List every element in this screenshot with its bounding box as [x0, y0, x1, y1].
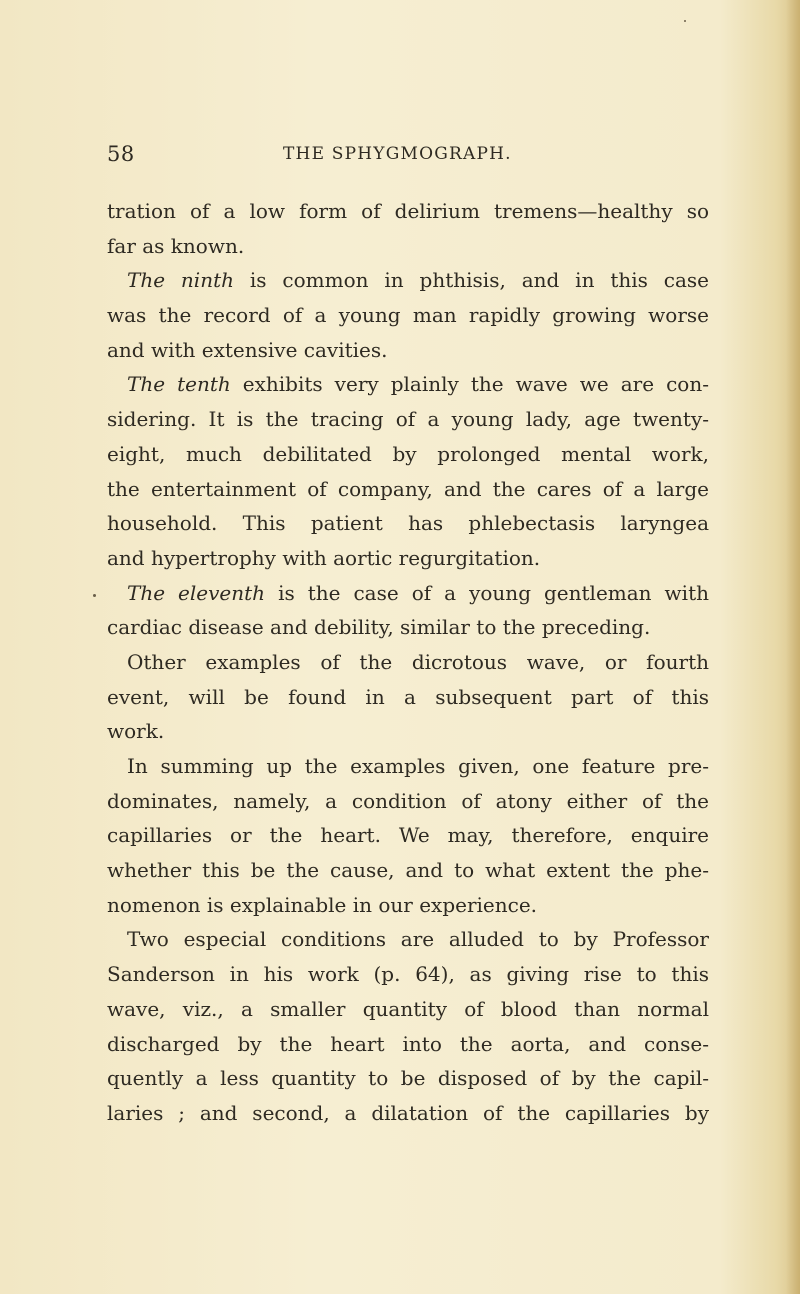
line-text: eight, much debilitated by prolonged mental work, [107, 441, 709, 466]
line-text: work. [107, 719, 165, 744]
line-text: is the case of a young gentleman with [265, 580, 709, 605]
page-header [107, 142, 707, 172]
line-text: is common in phthisis, and in this case [234, 268, 709, 293]
line-text: dominates, namely, a condition of atony either of the [107, 788, 709, 813]
line-text: wave, viz., a smaller quantity of blood than normal [107, 996, 709, 1021]
line-text: tration of a low form of delirium tremens—healthy so [107, 199, 709, 223]
line-text: and with extensive cavities. [107, 337, 388, 362]
text-line [107, 714, 709, 749]
ink-speck [93, 594, 96, 597]
paragraph [107, 263, 709, 367]
line-text: event, will be found in a subsequent part of this [107, 684, 709, 709]
text-line [107, 922, 709, 957]
text-line [107, 402, 709, 437]
text-line [107, 506, 709, 541]
text-line [107, 853, 709, 888]
paragraph [107, 194, 709, 263]
text-line [107, 367, 709, 402]
page-edge-shadow [786, 0, 800, 1294]
text-line [107, 818, 709, 853]
line-text: laries ; and second, a dilatation of the capillaries by [107, 1100, 709, 1125]
text-line [107, 194, 709, 229]
text-line [107, 472, 709, 507]
line-text: the entertainment of company, and the cares of a large [107, 476, 709, 501]
line-text: In summing up the examples given, one feature pre- [127, 754, 709, 778]
line-text: exhibits very plainly the wave we are con- [230, 372, 709, 397]
line-text: and hypertrophy with aortic regurgitation. [107, 545, 541, 570]
text-line [107, 1096, 709, 1131]
body-text [107, 194, 709, 1131]
text-line [107, 992, 709, 1027]
paragraph [107, 922, 709, 1130]
text-line [107, 888, 709, 923]
text-line [107, 957, 709, 992]
text-line [107, 333, 709, 368]
line-text: nomenon is explainable in our experience. [107, 892, 538, 917]
paragraph [107, 576, 709, 645]
line-text: household. This patient has phlebectasis laryngea [107, 511, 709, 536]
line-text: Sanderson in his work (p. 64), as giving rise to this [107, 962, 709, 987]
line-text: discharged by the heart into the aorta, and conse- [107, 1031, 709, 1056]
text-line [107, 1061, 709, 1096]
page-number: 58 [107, 142, 135, 166]
line-text: far as known. [107, 233, 245, 258]
text-line [107, 645, 709, 680]
text-line [107, 610, 709, 645]
text-line [107, 298, 709, 333]
paragraph [107, 749, 709, 922]
ink-speck [684, 20, 686, 22]
text-line [107, 576, 709, 611]
paragraph [107, 367, 709, 575]
text-line [107, 263, 709, 298]
line-text: was the record of a young man rapidly growing worse [107, 303, 709, 328]
italic-lead: The tenth [127, 372, 231, 397]
text-line [107, 229, 709, 264]
text-line [107, 437, 709, 472]
line-text: quently a less quantity to be disposed of by the capil- [107, 1066, 709, 1091]
text-line [107, 749, 709, 784]
line-text: capillaries or the heart. We may, therefore, enquire [107, 823, 709, 848]
line-text: Other examples of the dicrotous wave, or fourth [127, 649, 709, 674]
text-line [107, 541, 709, 576]
italic-lead: The ninth [127, 268, 235, 293]
running-title: THE SPHYGMOGRAPH. [283, 144, 512, 164]
line-text: whether this be the cause, and to what extent the phe- [107, 858, 709, 883]
line-text: sidering. It is the tracing of a young lady, age twenty- [107, 407, 709, 432]
paragraph [107, 645, 709, 749]
text-line [107, 784, 709, 819]
text-line [107, 1027, 709, 1062]
line-text: Two especial conditions are alluded to by Professor [127, 927, 709, 952]
italic-lead: The eleventh [127, 580, 266, 605]
line-text: cardiac disease and debility, similar to the preceding. [107, 615, 651, 640]
text-line [107, 680, 709, 715]
